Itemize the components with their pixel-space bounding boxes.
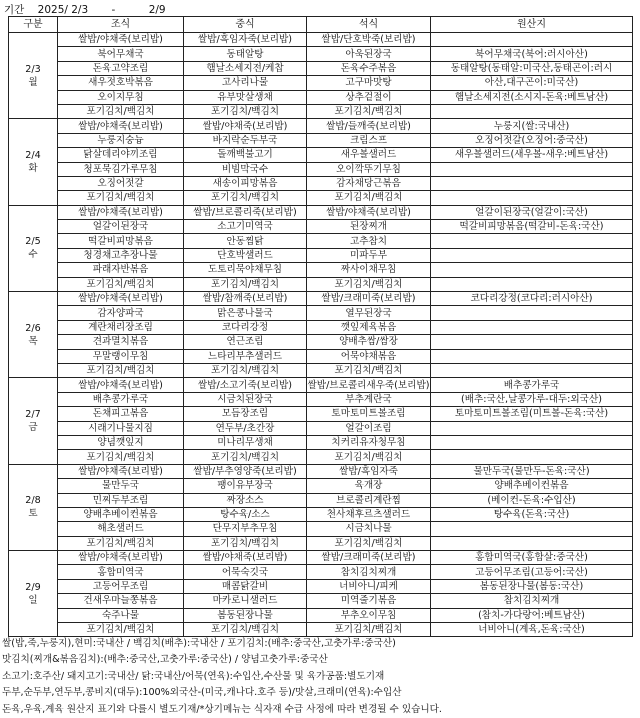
- dinner-item: 미파두부: [307, 248, 431, 262]
- lunch-item: 쌀밥/브로콜리죽(보리밥): [184, 205, 307, 219]
- dinner-item: 토마토미트볼조림: [307, 407, 431, 421]
- origin-item: [431, 104, 633, 118]
- day-cell: [9, 551, 58, 637]
- note-line: 돈육,우육,계육 원산지 표기와 다를시 별도기재/*상기메뉴는 식자재 수급 사정에 따라 변경될 수 있습니다.: [2, 703, 442, 715]
- dinner-item: 너비아니/피케: [307, 579, 431, 593]
- lunch-item: 바지락순두부국: [184, 133, 307, 147]
- menu-row: [9, 464, 633, 478]
- breakfast-item: 쌀밥/야채죽(보리밥): [58, 119, 184, 133]
- lunch-item: 마카로니샐러드: [184, 594, 307, 608]
- origin-item: 새우볼샐러드(새우볼-새우:베트남산): [431, 148, 633, 162]
- menu-row: [9, 61, 633, 75]
- origin-item: 누룽지(쌀:국내산): [431, 119, 633, 133]
- origin-item: [431, 522, 633, 536]
- menu-row: [9, 536, 633, 550]
- origin-item: [431, 191, 633, 205]
- dinner-item: 깻잎제육볶음: [307, 320, 431, 334]
- breakfast-item: 양배추베이컨볶음: [58, 507, 184, 521]
- period-dash: -: [111, 4, 116, 16]
- lunch-item: 쌀밥/참깨죽(보리밥): [184, 292, 307, 306]
- header-origin: 원산지: [431, 17, 633, 33]
- day-weekday: 금: [28, 422, 38, 434]
- dinner-item: 시금치나물: [307, 522, 431, 536]
- day-date: 2/8: [25, 495, 41, 507]
- header-row: [9, 17, 633, 33]
- dinner-item: 포기김치/백김치: [307, 536, 431, 550]
- note-line: 맛김치(찌개&볶음김치):(배추:중국산,고춧가루:중국산) / 양념고춧가루:중국산: [2, 654, 328, 666]
- menu-row: [9, 435, 633, 449]
- dinner-item: 쌀밥/크래미죽(보리밥): [307, 551, 431, 565]
- menu-row: [9, 263, 633, 277]
- breakfast-item: 돈육고약조림: [58, 61, 184, 75]
- lunch-item: 어묵숙깃국: [184, 565, 307, 579]
- note-line: 쌀(밥,죽,누룽지),현미:국내산 / 백김치(배추):국내산 / 포기김치:(배추:중국산,고춧가루:중국산): [2, 638, 396, 649]
- lunch-item: 포기김치/백김치: [184, 623, 307, 637]
- breakfast-item: 포기김치/백김치: [58, 191, 184, 205]
- dinner-item: 오이깍뚜기무침: [307, 162, 431, 176]
- origin-item: [431, 435, 633, 449]
- dinner-item: 부추계란국: [307, 392, 431, 406]
- origin-item: 얼갈이된장국(얼갈이:국산): [431, 205, 633, 219]
- menu-row: [9, 392, 633, 406]
- menu-row: [9, 90, 633, 104]
- lunch-item: 맑은콩나물국: [184, 306, 307, 320]
- lunch-item: 포기김치/백김치: [184, 191, 307, 205]
- dinner-item: 쌀밥/들깨죽(보리밥): [307, 119, 431, 133]
- dinner-item: 치커리유자청무침: [307, 435, 431, 449]
- breakfast-item: 청포묵김가루무침: [58, 162, 184, 176]
- menu-row: [9, 162, 633, 176]
- menu-row: [9, 104, 633, 118]
- menu-row: [9, 421, 633, 435]
- origin-item: 코다리강정(코다리:러시아산): [431, 292, 633, 306]
- lunch-item: 포기김치/백김치: [184, 363, 307, 377]
- breakfast-item: 포기김치/백김치: [58, 450, 184, 464]
- day-date: 2/3: [25, 63, 41, 75]
- note-line: 소고기:호주산/ 돼지고기:국내산/ 닭:국내산/어묵(연육):수입산,수산물 및 육가공품:별도기재: [2, 670, 385, 682]
- lunch-item: 비빔막국수: [184, 162, 307, 176]
- breakfast-item: 쌀밥/야채죽(보리밥): [58, 378, 184, 392]
- day-date: 2/9: [25, 581, 41, 593]
- breakfast-item: 돈채피고볶음: [58, 407, 184, 421]
- breakfast-item: 숙주나물: [58, 608, 184, 622]
- origin-item: [431, 450, 633, 464]
- origin-item: (배추:국산,날콩가루-대두:외국산): [431, 392, 633, 406]
- day-weekday: 월: [28, 76, 38, 88]
- lunch-item: 도토리묵야채무침: [184, 263, 307, 277]
- dinner-item: 돈육수주볶음: [307, 61, 431, 75]
- day-weekday: 목: [28, 335, 38, 347]
- menu-row: [9, 363, 633, 377]
- dinner-item: 쌀밥/흑임자죽: [307, 464, 431, 478]
- breakfast-item: 물만두국: [58, 479, 184, 493]
- menu-row: [9, 522, 633, 536]
- origin-item: [431, 421, 633, 435]
- lunch-item: 소고기미역국: [184, 220, 307, 234]
- menu-row: [9, 33, 633, 47]
- menu-row: [9, 47, 633, 61]
- day-cell: [9, 33, 58, 119]
- dinner-item: 육개장: [307, 479, 431, 493]
- menu-row: [9, 378, 633, 392]
- menu-row: [9, 623, 633, 637]
- origin-item: (베이컨-돈육:수입산): [431, 493, 633, 507]
- menu-row: [9, 407, 633, 421]
- menu-row: [9, 306, 633, 320]
- origin-item: 햄날소세지전(소시지-돈육:베트남산): [431, 90, 633, 104]
- header-breakfast: 조식: [58, 17, 184, 33]
- period-end: 2/9: [148, 4, 166, 16]
- breakfast-item: 계란채리장조림: [58, 320, 184, 334]
- dinner-item: 고추참치: [307, 234, 431, 248]
- dinner-item: 어묵야채볶음: [307, 349, 431, 363]
- lunch-item: 돌깨백불고기: [184, 148, 307, 162]
- origin-item: [431, 234, 633, 248]
- lunch-item: 봄동된장나물: [184, 608, 307, 622]
- origin-item: [431, 536, 633, 550]
- breakfast-item: 파래자반볶음: [58, 263, 184, 277]
- menu-row: [9, 292, 633, 306]
- breakfast-item: 쌀밥/야채죽(보리밥): [58, 205, 184, 219]
- origin-item: 탕수육(돈육:국산): [431, 507, 633, 521]
- day-weekday: 토: [28, 508, 38, 520]
- breakfast-item: 감자양파국: [58, 306, 184, 320]
- lunch-item: 안동찜닭: [184, 234, 307, 248]
- origin-item: (참치-가다랑어:베트남산): [431, 608, 633, 622]
- breakfast-item: 포기김치/백김치: [58, 104, 184, 118]
- dinner-item: 포기김치/백김치: [307, 277, 431, 291]
- breakfast-item: 북어무채국: [58, 47, 184, 61]
- lunch-item: 포기김치/백김치: [184, 104, 307, 118]
- lunch-item: 연두부/초간장: [184, 421, 307, 435]
- day-cell: [9, 119, 58, 205]
- menu-body: [9, 33, 633, 637]
- day-cell: [9, 378, 58, 464]
- menu-row: [9, 320, 633, 334]
- lunch-item: 팽이유부장국: [184, 479, 307, 493]
- origin-item: 홍합미역국(홍합살:중국산): [431, 551, 633, 565]
- lunch-item: 단호박샐러드: [184, 248, 307, 262]
- origin-item: 봄동된장나물(봄동:국산): [431, 579, 633, 593]
- origin-item: 배추콩가루국: [431, 378, 633, 392]
- lunch-item: 유부맛살생채: [184, 90, 307, 104]
- dinner-item: 천사채후르츠샐러드: [307, 507, 431, 521]
- origin-item: 고등어무조림(고등어:국산): [431, 565, 633, 579]
- origin-item: [431, 263, 633, 277]
- dinner-item: 양배추쌈/쌈장: [307, 335, 431, 349]
- day-date: 2/4: [25, 150, 41, 162]
- origin-item: 양배추베이컨볶음: [431, 479, 633, 493]
- breakfast-item: 얼갈이된장국: [58, 220, 184, 234]
- lunch-item: 연근조림: [184, 335, 307, 349]
- lunch-item: 시금치된장국: [184, 392, 307, 406]
- breakfast-item: 쌀밥/야채죽(보리밥): [58, 292, 184, 306]
- day-cell: [9, 205, 58, 291]
- breakfast-item: 쌀밥/야채죽(보리밥): [58, 33, 184, 47]
- note-line: 두부,순두부,연두부,콩비지(대두):100%외국산-(미국,캐나다.호주 등)/맛살,크래미(연육):수입산: [2, 687, 402, 699]
- menu-row: [9, 507, 633, 521]
- origin-item: [431, 176, 633, 190]
- breakfast-item: 홍합미역국: [58, 565, 184, 579]
- breakfast-item: 양념깻잎지: [58, 435, 184, 449]
- day-weekday: 화: [28, 163, 38, 175]
- lunch-item: 코다리강정: [184, 320, 307, 334]
- dinner-item: 쌀밥/단호박죽(보리밥): [307, 33, 431, 47]
- dinner-item: 미역줄기볶음: [307, 594, 431, 608]
- dinner-item: 포기김치/백김치: [307, 363, 431, 377]
- dinner-item: 브로콜리계란찜: [307, 493, 431, 507]
- dinner-item: 부추오이무침: [307, 608, 431, 622]
- dinner-item: 포기김치/백김치: [307, 104, 431, 118]
- dinner-item: 아욱된장국: [307, 47, 431, 61]
- dinner-item: 열무된장국: [307, 306, 431, 320]
- origin-item: 동태알탕(동태알:미국산,동태곤이:러시: [431, 61, 633, 75]
- breakfast-item: 떡갈비피망볶음: [58, 234, 184, 248]
- breakfast-item: 오이지무침: [58, 90, 184, 104]
- menu-row: [9, 76, 633, 90]
- lunch-item: 쌀밥/흑임자죽(보리밥): [184, 33, 307, 47]
- breakfast-item: 누룽지숭늉: [58, 133, 184, 147]
- origin-item: [431, 277, 633, 291]
- menu-row: [9, 479, 633, 493]
- dinner-item: 짜사이채무침: [307, 263, 431, 277]
- day-date: 2/6: [25, 322, 41, 334]
- lunch-item: 탕수육/소스: [184, 507, 307, 521]
- origin-item: [431, 363, 633, 377]
- breakfast-item: 민찌두부조림: [58, 493, 184, 507]
- menu-row: [9, 205, 633, 219]
- lunch-item: 포기김치/백김치: [184, 536, 307, 550]
- lunch-item: 쌀밥/부추영양죽(보리밥): [184, 464, 307, 478]
- day-date: 2/5: [25, 236, 41, 248]
- period-line: [4, 2, 166, 17]
- menu-row: [9, 234, 633, 248]
- menu-row: [9, 133, 633, 147]
- breakfast-item: 쌀밥/야채죽(보리밥): [58, 551, 184, 565]
- origin-item: 토마토미트볼조림(미트볼-돈육:국산): [431, 407, 633, 421]
- breakfast-item: 해초샐러드: [58, 522, 184, 536]
- breakfast-item: 포기김치/백김치: [58, 363, 184, 377]
- lunch-item: 쌀밥/야채죽(보리밥): [184, 119, 307, 133]
- origin-item: 북어무채국(북어:러시아산): [431, 47, 633, 61]
- breakfast-item: 무말랭이무침: [58, 349, 184, 363]
- lunch-item: 동태알탕: [184, 47, 307, 61]
- lunch-item: 쌀밥/소고기죽(보리밥): [184, 378, 307, 392]
- breakfast-item: 새우젓호박볶음: [58, 76, 184, 90]
- lunch-item: 매콤닭갈비: [184, 579, 307, 593]
- dinner-item: 새우볼샐러드: [307, 148, 431, 162]
- menu-row: [9, 551, 633, 565]
- dinner-item: 참치김치찌개: [307, 565, 431, 579]
- lunch-item: 포기김치/백김치: [184, 277, 307, 291]
- breakfast-item: 견과멸치볶음: [58, 335, 184, 349]
- menu-row: [9, 450, 633, 464]
- lunch-item: 고사리나물: [184, 76, 307, 90]
- origin-item: [431, 162, 633, 176]
- menu-row: [9, 349, 633, 363]
- menu-row: [9, 579, 633, 593]
- breakfast-item: 포기김치/백김치: [58, 277, 184, 291]
- menu-row: [9, 594, 633, 608]
- origin-item: 너비아니(계육,돈육:국산): [431, 623, 633, 637]
- dinner-item: 크림스프: [307, 133, 431, 147]
- origin-item: [431, 320, 633, 334]
- lunch-item: 모듬장조림: [184, 407, 307, 421]
- menu-row: [9, 176, 633, 190]
- lunch-item: 쌀밥/야채죽(보리밥): [184, 551, 307, 565]
- lunch-item: 짜장소스: [184, 493, 307, 507]
- origin-item: 물만두국(물만두-돈육:국산): [431, 464, 633, 478]
- breakfast-item: 고등어무조림: [58, 579, 184, 593]
- menu-table: [8, 16, 633, 637]
- origin-item: [431, 306, 633, 320]
- menu-row: [9, 277, 633, 291]
- lunch-item: 느타리부추샐러드: [184, 349, 307, 363]
- dinner-item: 쌀밥/야채죽(보리밥): [307, 205, 431, 219]
- period-label: 기간: [4, 4, 25, 16]
- origin-item: [431, 33, 633, 47]
- day-cell: [9, 292, 58, 378]
- header-gubun: 구분: [9, 17, 58, 33]
- breakfast-item: 포기김치/백김치: [58, 536, 184, 550]
- menu-row: [9, 335, 633, 349]
- header-dinner: 석식: [307, 17, 431, 33]
- lunch-item: 포기김치/백김치: [184, 450, 307, 464]
- breakfast-item: 오징어젓갈: [58, 176, 184, 190]
- breakfast-item: 건새우마늘쫑볶음: [58, 594, 184, 608]
- origin-item: 오징어젓갈(오징어:중국산): [431, 133, 633, 147]
- period-start: 2025/ 2/3: [37, 4, 89, 16]
- lunch-item: 단무지부추무침: [184, 522, 307, 536]
- lunch-item: 햄날소세지전/케찹: [184, 61, 307, 75]
- breakfast-item: 배추콩가루국: [58, 392, 184, 406]
- menu-row: [9, 493, 633, 507]
- breakfast-item: 시래기나물지짐: [58, 421, 184, 435]
- header-lunch: 중식: [184, 17, 307, 33]
- dinner-item: 고구마맛탕: [307, 76, 431, 90]
- dinner-item: 상추겉절이: [307, 90, 431, 104]
- dinner-item: 포기김치/백김치: [307, 191, 431, 205]
- day-date: 2/7: [25, 409, 41, 421]
- origin-item: [431, 248, 633, 262]
- breakfast-item: 닭살데리야끼조림: [58, 148, 184, 162]
- breakfast-item: 청경채고추장나물: [58, 248, 184, 262]
- dinner-item: 쌀밥/크래미죽(보리밥): [307, 292, 431, 306]
- dinner-item: 얼갈이조림: [307, 421, 431, 435]
- origin-item: [431, 349, 633, 363]
- breakfast-item: 쌀밥/야채죽(보리밥): [58, 464, 184, 478]
- lunch-item: 새송이피망볶음: [184, 176, 307, 190]
- origin-item: 떡갈비피망볶음(떡갈비-돈육:국산): [431, 220, 633, 234]
- notes: [2, 636, 638, 718]
- menu-row: [9, 191, 633, 205]
- dinner-item: 된장찌개: [307, 220, 431, 234]
- dinner-item: 포기김치/백김치: [307, 450, 431, 464]
- origin-item: 참치김치찌개: [431, 594, 633, 608]
- menu-row: [9, 608, 633, 622]
- dinner-item: 포기김치/백김치: [307, 623, 431, 637]
- menu-row: [9, 248, 633, 262]
- day-weekday: 수: [28, 249, 38, 261]
- menu-row: [9, 565, 633, 579]
- breakfast-item: 포기김치/백김치: [58, 623, 184, 637]
- dinner-item: 쌀밥/브로콜리새우죽(보리밥): [307, 379, 430, 391]
- menu-row: [9, 148, 633, 162]
- dinner-item: 감자채당근볶음: [307, 176, 431, 190]
- day-cell: [9, 464, 58, 550]
- menu-row: [9, 220, 633, 234]
- origin-item: 아산,대구곤이:미국산): [431, 76, 633, 90]
- lunch-item: 미나리무생채: [184, 435, 307, 449]
- menu-row: [9, 119, 633, 133]
- origin-item: [431, 335, 633, 349]
- day-weekday: 일: [28, 594, 38, 606]
